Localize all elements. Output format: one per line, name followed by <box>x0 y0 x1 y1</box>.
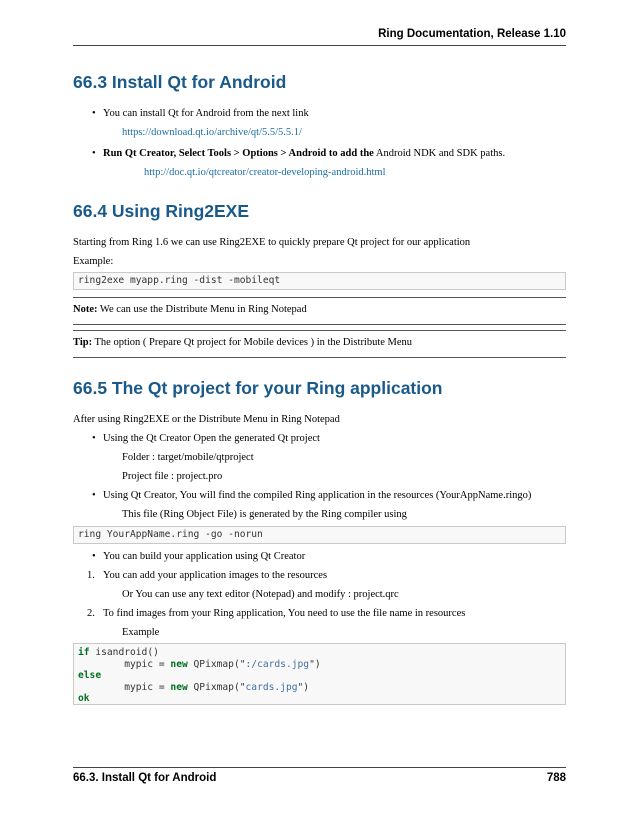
numbered-item-find-images: To find images from your Ring application, You need to use the file name in resources <box>103 608 466 619</box>
run-qt-creator-bold: Run Qt Creator, Select Tools > Options > Android to add the <box>103 148 374 159</box>
code-string-1: :/cards.jpg <box>245 658 310 670</box>
ring2exe-intro-paragraph: Starting from Ring 1.6 we can use Ring2EXE to quickly prepare Qt project for our application <box>73 237 471 248</box>
project-file-line: Project file : project.pro <box>122 471 223 482</box>
code-kw-if: if <box>78 647 90 658</box>
code-block-ring2exe: ring2exe myapp.ring -dist -mobileqt <box>73 272 566 290</box>
ringo-file-line: This file (Ring Object File) is generated by the Ring compiler using <box>122 509 407 520</box>
note-text: We can use the Distribute Menu in Ring Notepad <box>97 304 307 315</box>
list-number-2: 2. <box>87 608 95 619</box>
code-line4-mid: QPixmap(" <box>187 681 246 693</box>
bullet-open-qt-project: • Using the Qt Creator Open the generated Qt project <box>103 433 320 444</box>
example-label: Example: <box>73 256 114 267</box>
code-line2-pre: mypic = <box>78 658 171 670</box>
section-heading-66-3: 66.3 Install Qt for Android <box>73 72 287 92</box>
code-kw-new-1: new <box>170 658 188 670</box>
code-line2-end: ") <box>309 658 321 670</box>
code-line4-end: ") <box>297 681 310 693</box>
code-kw-ok: ok <box>78 693 90 704</box>
running-header: Ring Documentation, Release 1.10 <box>73 28 566 46</box>
text-editor-line: Or You can use any text editor (Notepad) and modify : project.qrc <box>122 589 399 600</box>
code-block-qpixmap <box>73 643 566 705</box>
list-number-1: 1. <box>87 570 95 581</box>
section-heading-66-4: 66.4 Using Ring2EXE <box>73 201 250 221</box>
bullet-compiled-ring-app: • Using Qt Creator, You will find the compiled Ring application in the resources (YourAppName.ringo) <box>103 490 531 501</box>
after-ring2exe-paragraph: After using Ring2EXE or the Distribute Menu in Ring Notepad <box>73 414 340 425</box>
tip-admonition <box>73 330 566 358</box>
bullet-install-qt: • You can install Qt for Android from the next link <box>103 108 309 119</box>
code-line1-rest: isandroid() <box>89 647 159 658</box>
footer-section-title: 66.3. Install Qt for Android <box>73 772 217 784</box>
section-heading-66-5: 66.5 The Qt project for your Ring application <box>73 378 443 398</box>
page-number: 788 <box>546 772 566 784</box>
code-kw-new-2: new <box>170 681 188 693</box>
tip-text: The option ( Prepare Qt project for Mobile devices ) in the Distribute Menu <box>92 337 413 348</box>
tip-label: Tip: <box>73 337 93 348</box>
code-string-2: cards.jpg <box>245 681 298 693</box>
note-admonition <box>73 297 566 325</box>
qtcreator-android-link[interactable]: http://doc.qt.io/qtcreator/creator-developing-android.html <box>144 167 386 178</box>
page-footer <box>73 767 566 784</box>
example-line: Example <box>122 627 160 638</box>
code-line2-mid: QPixmap(" <box>187 658 246 670</box>
bullet-run-qt-creator <box>103 148 505 159</box>
run-qt-creator-rest: Android NDK and SDK paths. <box>373 148 506 159</box>
bullet-build-app: • You can build your application using Qt Creator <box>103 551 305 562</box>
code-line4-pre: mypic = <box>78 681 171 693</box>
code-block-ring-go: ring YourAppName.ring -go -norun <box>73 526 566 544</box>
folder-line: Folder : target/mobile/qtproject <box>122 452 254 463</box>
code-kw-else: else <box>78 670 102 681</box>
note-label: Note: <box>73 304 98 315</box>
qt-download-link[interactable]: https://download.qt.io/archive/qt/5.5/5.5.1/ <box>122 127 302 138</box>
numbered-item-add-images: You can add your application images to the resources <box>103 570 328 581</box>
